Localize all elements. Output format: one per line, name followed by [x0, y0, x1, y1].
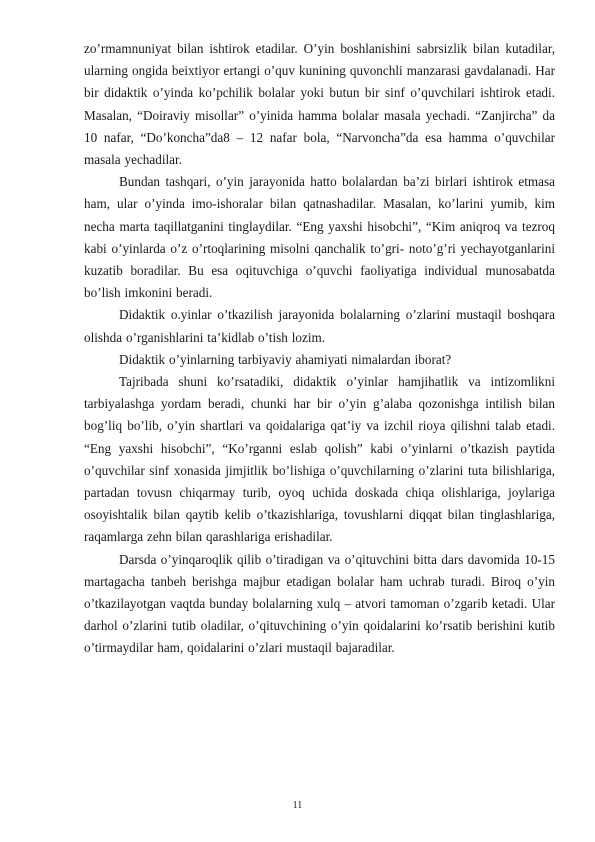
paragraph-6: Darsda o’yinqaroqlik qilib o’tiradigan va o’qituvchini bitta dars davomida 10-15 martagacha tanbeh berishga majbur etadigan bolalar ham uchrab turadi. Biroq o’yin o’tkazilayotgan vaqtda bunday bolalarning xulq – atvori tamoman o’zgarib ketadi. Ular darhol o’zlarini tutib oladilar, o’qituvchining o’yin qoidalarini ko’rsatib berishini kutib o’tirmaydilar ham, qoidalarini o’zlari mustaqil bajaradilar. — [84, 551, 555, 656]
document-body — [84, 38, 555, 660]
paragraph-3: Didaktik o.yinlar o’tkazilish jarayonida bolalarning o’zlarini mustaqil boshqara olishda o’rganishlarini ta’kidlab o’tish lozim. — [84, 307, 555, 345]
paragraph-continuation: zo’rmamnuniyat bilan ishtirok etadilar. O’yin boshlanishini sabrsizlik bilan kutadilar, ularning ongida beixtiyor ertangi o’quv kunining quvonchli manzarasi gavdalanadi. Har bir didaktik o’yinda ko’pchilik bolalar yoki butun bir sinf o’quvchilari ishtirok etadi. Masalan, “Doiraviy misollar” o’yinida hamma bolalar masala yechadi. “Zanjircha” da 10 nafar, “Do’koncha”da8 – 12 nafar bola, “Narvoncha”da esa hamma o’quvchilar masala yechadilar. — [84, 41, 555, 168]
paragraph-5: Tajribada shuni ko’rsatadiki, didaktik o’yinlar hamjihatlik va intizomlikni tarbiyalashga yordam beradi, chunki har bir o’yin g’alaba qozonishga intilish bilan bog’liq bo’lib, o’yin shartlari va qoidalariga qat’iy va izchil rioya qilishni talab etadi. “Eng yaxshi hisobchi”, “Ko’rganni eslab qolish” kabi o’yinlarni o’tkazish paytida o’quvchilar sinf xonasida jimjitlik bo’lishiga o’quvchilarning o’zlarini tuta bilishlariga, partadan tovusn chiqarmay turib, oyoq uchida doskada chiqa olishlariga, joylariga osoyishtalik bilan qaytib kelib o’tkazishlariga, tovushlarni diqqat bilan tinglashlariga, raqamlarga zehn bilan qarashlariga erishadilar. — [84, 374, 555, 545]
paragraph-question: Didaktik o’yinlarning tarbiyaviy ahamiyati nimalardan iborat? — [119, 351, 452, 367]
paragraph-2: Bundan tashqari, o’yin jarayonida hatto bolalardan ba’zi birlari ishtirok etmasa ham, ular o’yinda imo-ishoralar bilan qatnashadilar. Masalan, ko’larini yumib, kim necha marta taqillatganini tinglaydilar. “Eng yaxshi hisobchi”, “Kim aniqroq va tezroq kabi o’yinlarda o’z o’rtoqlarining misolni qanchalik to’gri- noto’g’ri yechayotganlarini kuzatib boradilar. Bu esa oqituvchiga o’quvchi faoliyatiga individual munosabatda bo’lish imkonini beradi. — [84, 174, 555, 301]
page-number: 11 — [292, 800, 303, 811]
